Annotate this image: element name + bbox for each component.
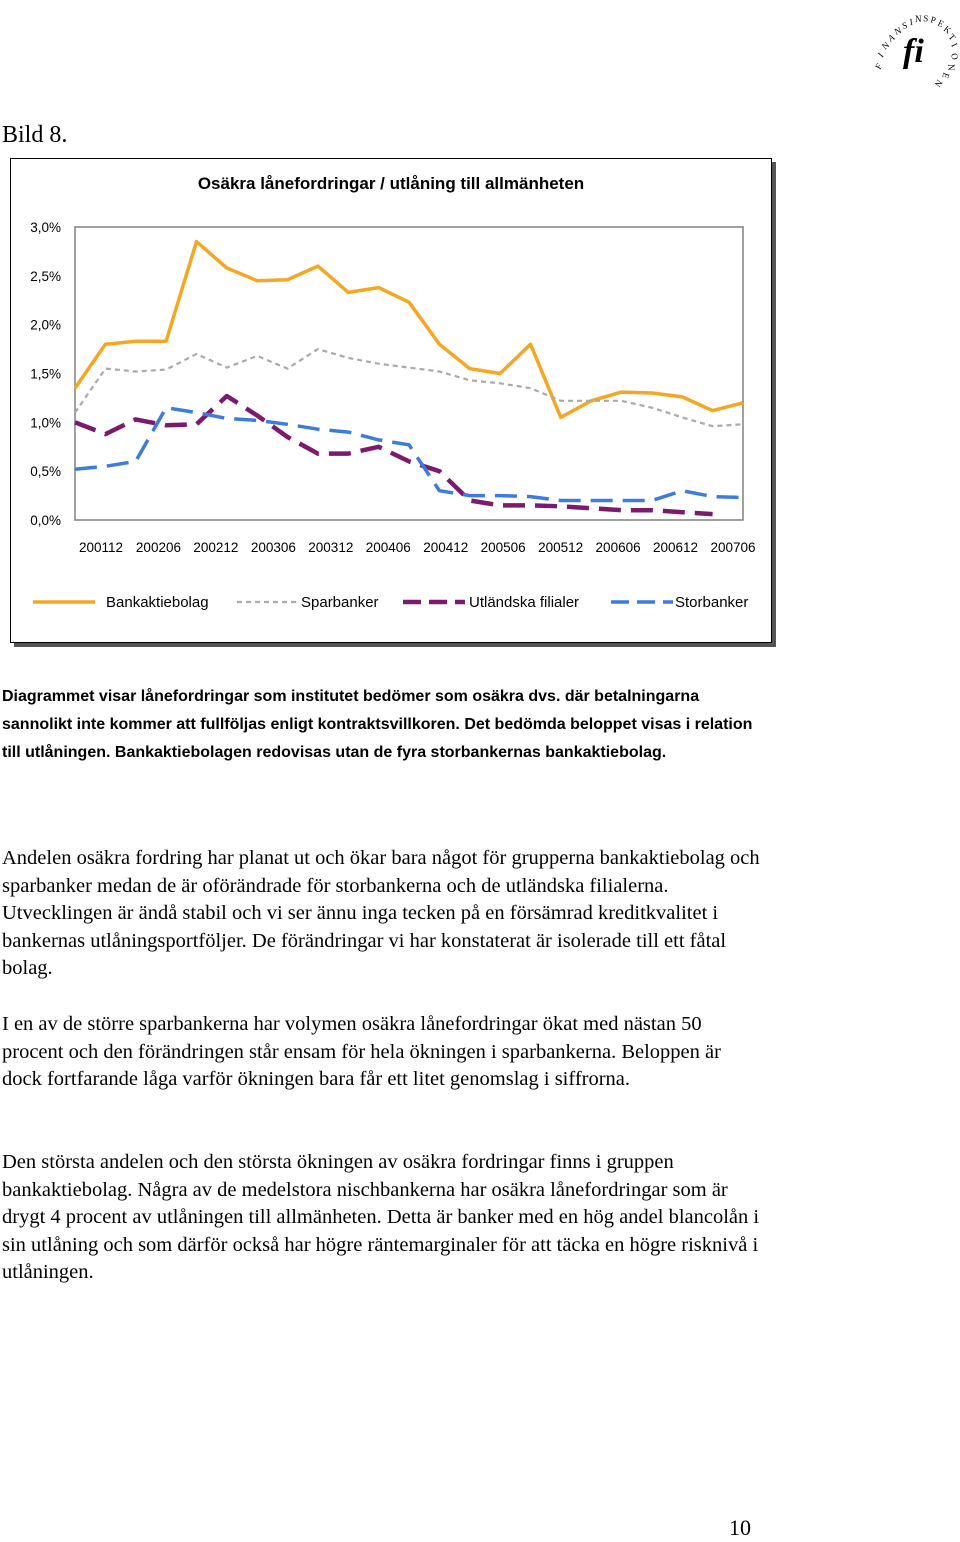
- x-tick-label: 200112: [78, 540, 124, 555]
- x-tick-label: 200406: [365, 540, 411, 555]
- x-tick-label: 200512: [538, 540, 584, 555]
- svg-text:N: N: [932, 77, 945, 89]
- svg-text:T: T: [946, 31, 958, 43]
- paragraph-2: I en av de större sparbankerna har volymen osäkra lånefordringar ökat med nästan 50 procent och den förändringen står ensam för hela ökningen i sparbankerna. Beloppen är dock fortfarande låga varför ökningen bara får ett litet genomslag i siffrorna.: [2, 1013, 721, 1090]
- paragraph-1: Andelen osäkra fordring har planat ut och ökar bara något för grupperna bankaktiebolag och sparbanker medan de är oförändrade för storbankerna och de utländska filialerna. Utvecklingen är ändå stabil och vi ser ännu inga tecken på en försämrad kreditkvalitet i bankernas utlåningsportföljer. De förändringar vi har konstaterat är isolerade till ett fåtal bolag.: [2, 847, 760, 979]
- svg-text:F: F: [873, 61, 885, 71]
- paragraph-3: Den största andelen och den största ökningen av osäkra fordringar finns i gruppen bankaktiebolag. Några av de medelstora nischbankerna har osäkra lånefordringar som är drygt 4 procent av utlåningen till allmänheten. Detta är banker med en hög andel blancolån i sin utlåning och som därför också har högre räntemarginaler för att täcka en högre risknivå i utlåningen.: [2, 1151, 760, 1283]
- svg-text:N: N: [915, 14, 922, 24]
- y-tick-label: 2,5%: [30, 268, 61, 284]
- finansinspektionen-logo: [868, 2, 960, 89]
- chart-frame: [10, 158, 772, 643]
- logo-mark: fi: [903, 33, 924, 70]
- svg-text:O: O: [949, 52, 960, 61]
- y-tick-label: 0,0%: [30, 513, 61, 528]
- legend-label-3: Utländska filialer: [469, 594, 580, 611]
- y-tick-label: 1,5%: [30, 366, 61, 382]
- series-line-3: [75, 396, 713, 514]
- plot-area: [75, 227, 743, 520]
- svg-text:I: I: [949, 41, 960, 49]
- svg-text:S: S: [922, 13, 930, 24]
- legend-label-2: Sparbanker: [301, 594, 379, 611]
- y-tick-label: 0,5%: [30, 464, 61, 480]
- svg-text:S: S: [901, 20, 909, 31]
- figure-caption: Bild 8.: [2, 122, 68, 148]
- chart-title: Osäkra lånefordringar / utlåning till allmänheten: [197, 174, 585, 193]
- legend-label-1: Bankaktiebolag: [106, 594, 209, 611]
- page-number: 10: [729, 1515, 751, 1540]
- series-line-1: [75, 242, 743, 418]
- svg-text:N: N: [946, 64, 956, 71]
- svg-text:P: P: [929, 14, 938, 26]
- chart-description: Diagrammet visar lånefordringar som institutet bedömer som osäkra dvs. där betalningarna sannolikt inte kommer att fullföljas enligt kontraktsvillkoren. Det bedömda beloppet visas i relation till utlåningen. Bankaktiebolagen redovisas utan de fyra storbankernas bankaktiebolag.: [2, 688, 753, 761]
- series-line-2: [75, 349, 743, 426]
- x-tick-label: 200606: [595, 540, 641, 555]
- x-tick-label: 200412: [423, 540, 469, 555]
- y-tick-label: 3,0%: [30, 220, 61, 235]
- series-line-4: [75, 408, 743, 501]
- svg-text:E: E: [936, 17, 946, 30]
- x-tick-label: 200312: [308, 540, 354, 555]
- svg-text:A: A: [886, 31, 897, 44]
- svg-text:N: N: [893, 25, 903, 37]
- x-tick-label: 200212: [193, 540, 239, 555]
- x-tick-label: 200506: [480, 540, 526, 555]
- line-chart: [11, 159, 771, 642]
- x-tick-label: 200206: [135, 540, 181, 555]
- legend-label-4: Storbanker: [675, 594, 749, 611]
- y-tick-label: 1,0%: [30, 415, 61, 431]
- y-tick-label: 2,0%: [30, 317, 61, 333]
- svg-text:E: E: [940, 71, 952, 80]
- x-tick-label: 200306: [250, 540, 296, 555]
- svg-text:K: K: [941, 23, 954, 36]
- svg-text:N: N: [879, 39, 892, 52]
- svg-text:I: I: [875, 50, 886, 60]
- svg-text:I: I: [909, 16, 914, 27]
- x-tick-label: 200612: [653, 540, 699, 555]
- x-tick-label: 200706: [710, 540, 756, 555]
